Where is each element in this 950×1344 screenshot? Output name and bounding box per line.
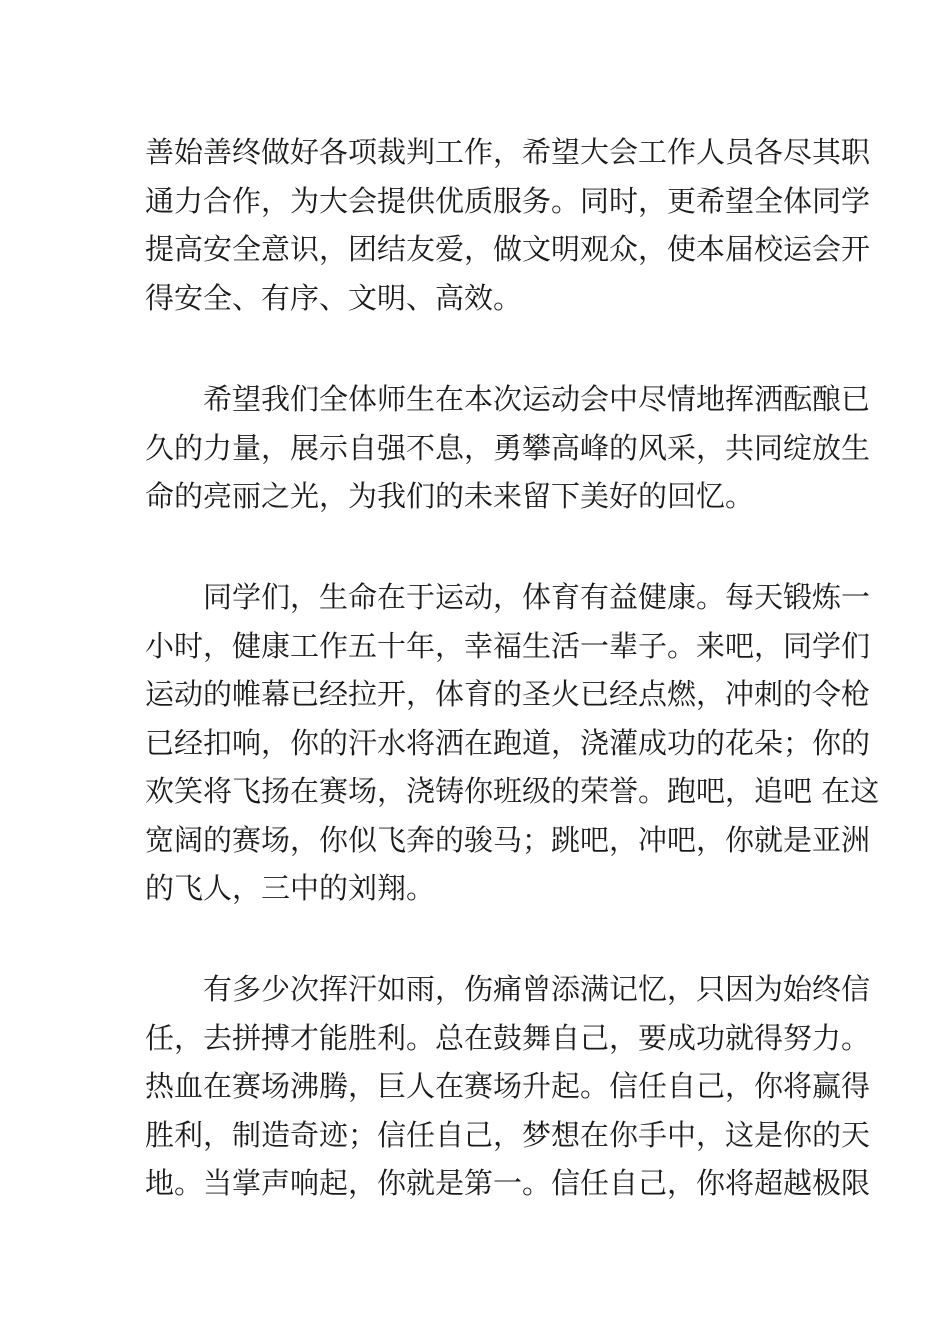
text-line: 的飞人，三中的刘翔。	[145, 871, 436, 905]
text-line: 任，去拼搏才能胜利。总在鼓舞自己，要成功就得努力。	[145, 1020, 871, 1055]
text-line: 欢笑将飞扬在赛场，浇铸你班级的荣誉。跑吧，追吧 在这	[145, 774, 880, 808]
text-line: 地。当掌声响起，你就是第一。信任自己，你将超越极限	[145, 1166, 871, 1200]
text-line: 通力合作，为大会提供优质服务。同时，更希望全体同学	[145, 183, 871, 218]
text-line: 热血在赛场沸腾，巨人在赛场升起。信任自己，你将赢得	[145, 1069, 871, 1103]
text-line: 提高安全意识，团结友爱，做文明观众，使本届校运会开	[145, 232, 871, 266]
text-line: 有多少次挥汗如雨，伤痛曾添满记忆，只因为始终信	[145, 972, 871, 1006]
text-line: 善始善终做好各项裁判工作，希望大会工作人员各尽其职	[145, 135, 871, 169]
text-line: 宽阔的赛场，你似飞奔的骏马；跳吧，冲吧，你就是亚洲	[145, 822, 871, 857]
paragraph-1	[145, 128, 871, 322]
text-line: 已经扣响，你的汗水将洒在跑道，浇灌成功的花朵；你的	[145, 725, 871, 760]
text-line: 小时，健康工作五十年，幸福生活一辈子。来吧，同学们	[145, 628, 871, 663]
text-line: 同学们，生命在于运动，体育有益健康。每天锻炼一	[145, 580, 871, 614]
text-line: 希望我们全体师生在本次运动会中尽情地挥洒酝酿已	[145, 382, 871, 416]
text-line: 得安全、有序、文明、高效。	[145, 280, 523, 315]
text-line: 久的力量，展示自强不息，勇攀高峰的风采，共同绽放生	[145, 430, 871, 465]
text-line: 运动的帷幕已经拉开，体育的圣火已经点燃，冲刺的令枪	[145, 677, 871, 711]
text-line: 胜利，制造奇迹；信任自己，梦想在你手中，这是你的天	[145, 1117, 871, 1152]
text-line: 命的亮丽之光，为我们的未来留下美好的回忆。	[145, 479, 755, 513]
paragraph-4	[145, 965, 871, 1208]
paragraph-3	[145, 573, 880, 913]
paragraph-2	[145, 375, 871, 521]
